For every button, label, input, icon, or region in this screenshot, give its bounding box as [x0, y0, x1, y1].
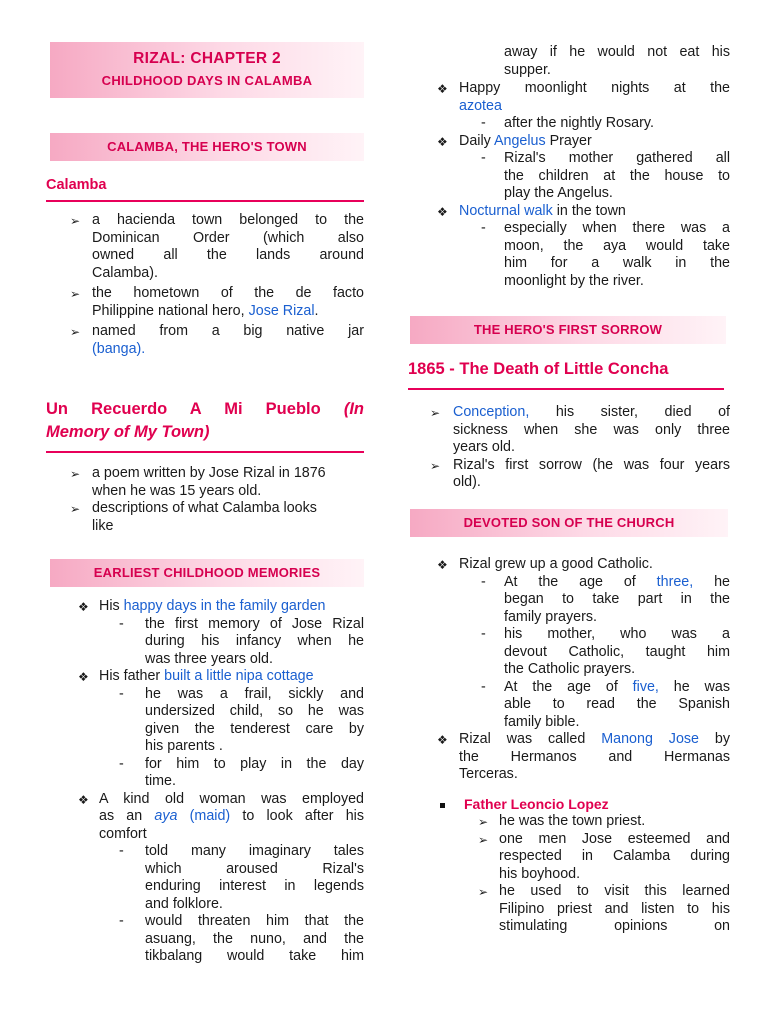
- memories-list: [46, 598, 364, 966]
- diamond-bullet-icon: ❖: [437, 134, 448, 149]
- lopez-item: Father Leoncio Lopez: [408, 796, 730, 814]
- sub-item: - his mother, who was a devout Catholic, taught him the Catholic prayers.: [481, 626, 730, 677]
- list-item: ➢ a poem written by Jose Rizal in 1876 when he was 15 years old.: [70, 465, 326, 499]
- diamond-bullet-icon: ❖: [437, 733, 448, 747]
- section-title: CALAMBA, THE HERO'S TOWN: [107, 139, 307, 154]
- list-item: ❖ His happy days in the family garden: [46, 598, 364, 616]
- list-item: ➢ descriptions of what Calamba looks like: [70, 500, 317, 534]
- divider-line: [408, 388, 724, 390]
- section-banner-church: [410, 509, 728, 537]
- list-item: ❖ A kind old woman was employed as an aya (maid) to look after his comfort: [78, 790, 365, 842]
- list-item: ❖ His father built a little nipa cottage: [46, 668, 364, 686]
- continued-text: away if he would not eat his supper.: [504, 44, 730, 78]
- list-item: ➢ Rizal's first sorrow (he was four years old).: [430, 456, 730, 490]
- section-banner-calamba: [50, 133, 364, 161]
- sub-item: - told many imaginary tales which aroused Rizal's enduring interest in legends and folklore.: [119, 843, 364, 912]
- arrow-bullet-icon: ➢: [70, 325, 81, 339]
- arrow-bullet-icon: ➢: [70, 214, 81, 228]
- right-top-list: [408, 44, 730, 290]
- divider-line: [46, 451, 364, 453]
- sub-item: - At the age of five, he was able to read the Spanish family bible.: [481, 678, 730, 730]
- sub-item: - would threaten him that the asuang, the nuno, and the tikbalang would take him: [119, 913, 364, 964]
- calamba-heading: Calamba: [46, 177, 107, 193]
- arrow-bullet-icon: ➢: [430, 458, 441, 473]
- arrow-bullet-icon: ➢: [70, 467, 81, 481]
- diamond-bullet-icon: ❖: [78, 600, 89, 614]
- diamond-bullet-icon: ❖: [437, 82, 448, 96]
- sub-item: - especially when there was a moon, the aya would take him for a walk in the moonlight by the river.: [481, 220, 730, 289]
- section-title: EARLIEST CHILDHOOD MEMORIES: [93, 565, 321, 580]
- arrow-bullet-icon: ➢: [478, 832, 489, 847]
- arrow-bullet-icon: ➢: [478, 885, 489, 899]
- sorrow-list: [408, 404, 730, 492]
- sub-item: - for him to play in the day time.: [119, 755, 364, 789]
- list-item: ➢ a hacienda town belonged to the Dominican Order (which also owned all the lands around Calamba).: [70, 212, 364, 281]
- divider-line: [46, 200, 364, 202]
- list-item: ➢ Conception, his sister, died of sickness when she was only three years old.: [430, 404, 730, 455]
- diamond-bullet-icon: ❖: [78, 670, 89, 684]
- sub-item: - At the age of three, he began to take part in the family prayers.: [481, 573, 730, 625]
- chapter-subtitle: CHILDHOOD DAYS IN CALAMBA: [101, 73, 313, 88]
- section-banner-sorrow: [410, 316, 726, 344]
- sub-item: ➢ he used to visit this learned Filipino priest and listen to his stimulating opinions on: [478, 883, 730, 934]
- square-bullet-icon: [440, 803, 445, 808]
- arrow-bullet-icon: ➢: [70, 502, 81, 516]
- arrow-bullet-icon: ➢: [430, 406, 441, 420]
- section-title: THE HERO'S FIRST SORROW: [473, 322, 663, 337]
- sub-item: - Rizal's mother gathered all the children at the house to play the Angelus.: [481, 150, 730, 201]
- sub-item: - after the nightly Rosary.: [481, 115, 654, 131]
- jose-rizal-link: Jose Rizal: [248, 302, 315, 319]
- section-title: DEVOTED SON OF THE CHURCH: [463, 515, 675, 530]
- arrow-bullet-icon: ➢: [478, 815, 489, 829]
- left-column: [46, 0, 364, 1024]
- list-item: ❖ Daily Angelus Prayer: [408, 133, 730, 151]
- list-item: ❖ Happy moonlight nights at the azotea: [437, 80, 730, 114]
- calamba-list: [46, 212, 364, 358]
- sub-item: - the first memory of Jose Rizal during his infancy when he was three years old.: [119, 615, 364, 667]
- list-item: ➢ named from a big native jar (banga).: [70, 323, 364, 357]
- poem-heading: Un Recuerdo A Mi Pueblo (In Memory of My Town): [46, 400, 364, 441]
- church-list: [408, 556, 730, 936]
- title-banner: [50, 42, 364, 98]
- diamond-bullet-icon: ❖: [78, 792, 89, 807]
- section-banner-memories: [50, 559, 364, 587]
- diamond-bullet-icon: ❖: [437, 558, 448, 572]
- sub-item: - he was a frail, sickly and undersized child, so he was given the tenderest care by his parents .: [119, 685, 364, 754]
- sub-item: ➢ one men Jose esteemed and respected in Calamba during his boyhood.: [478, 830, 730, 882]
- poem-list: [46, 465, 364, 535]
- list-item: ❖ Nocturnal walk in the town: [408, 203, 730, 221]
- diamond-bullet-icon: ❖: [437, 204, 448, 219]
- arrow-bullet-icon: ➢: [70, 287, 81, 301]
- sub-item: ➢ he was the town priest.: [408, 813, 730, 831]
- list-item: ❖ Rizal grew up a good Catholic.: [408, 556, 730, 574]
- list-item: ➢ the hometown of the de facto Philippine national hero, Jose Rizal.: [70, 285, 364, 319]
- sorrow-heading: 1865 - The Death of Little Concha: [408, 360, 669, 378]
- list-item: ❖ Rizal was called Manong Jose by the Hermanos and Hermanas Terceras.: [437, 731, 730, 782]
- right-column: [408, 0, 730, 1024]
- chapter-title: RIZAL: CHAPTER 2: [133, 50, 281, 67]
